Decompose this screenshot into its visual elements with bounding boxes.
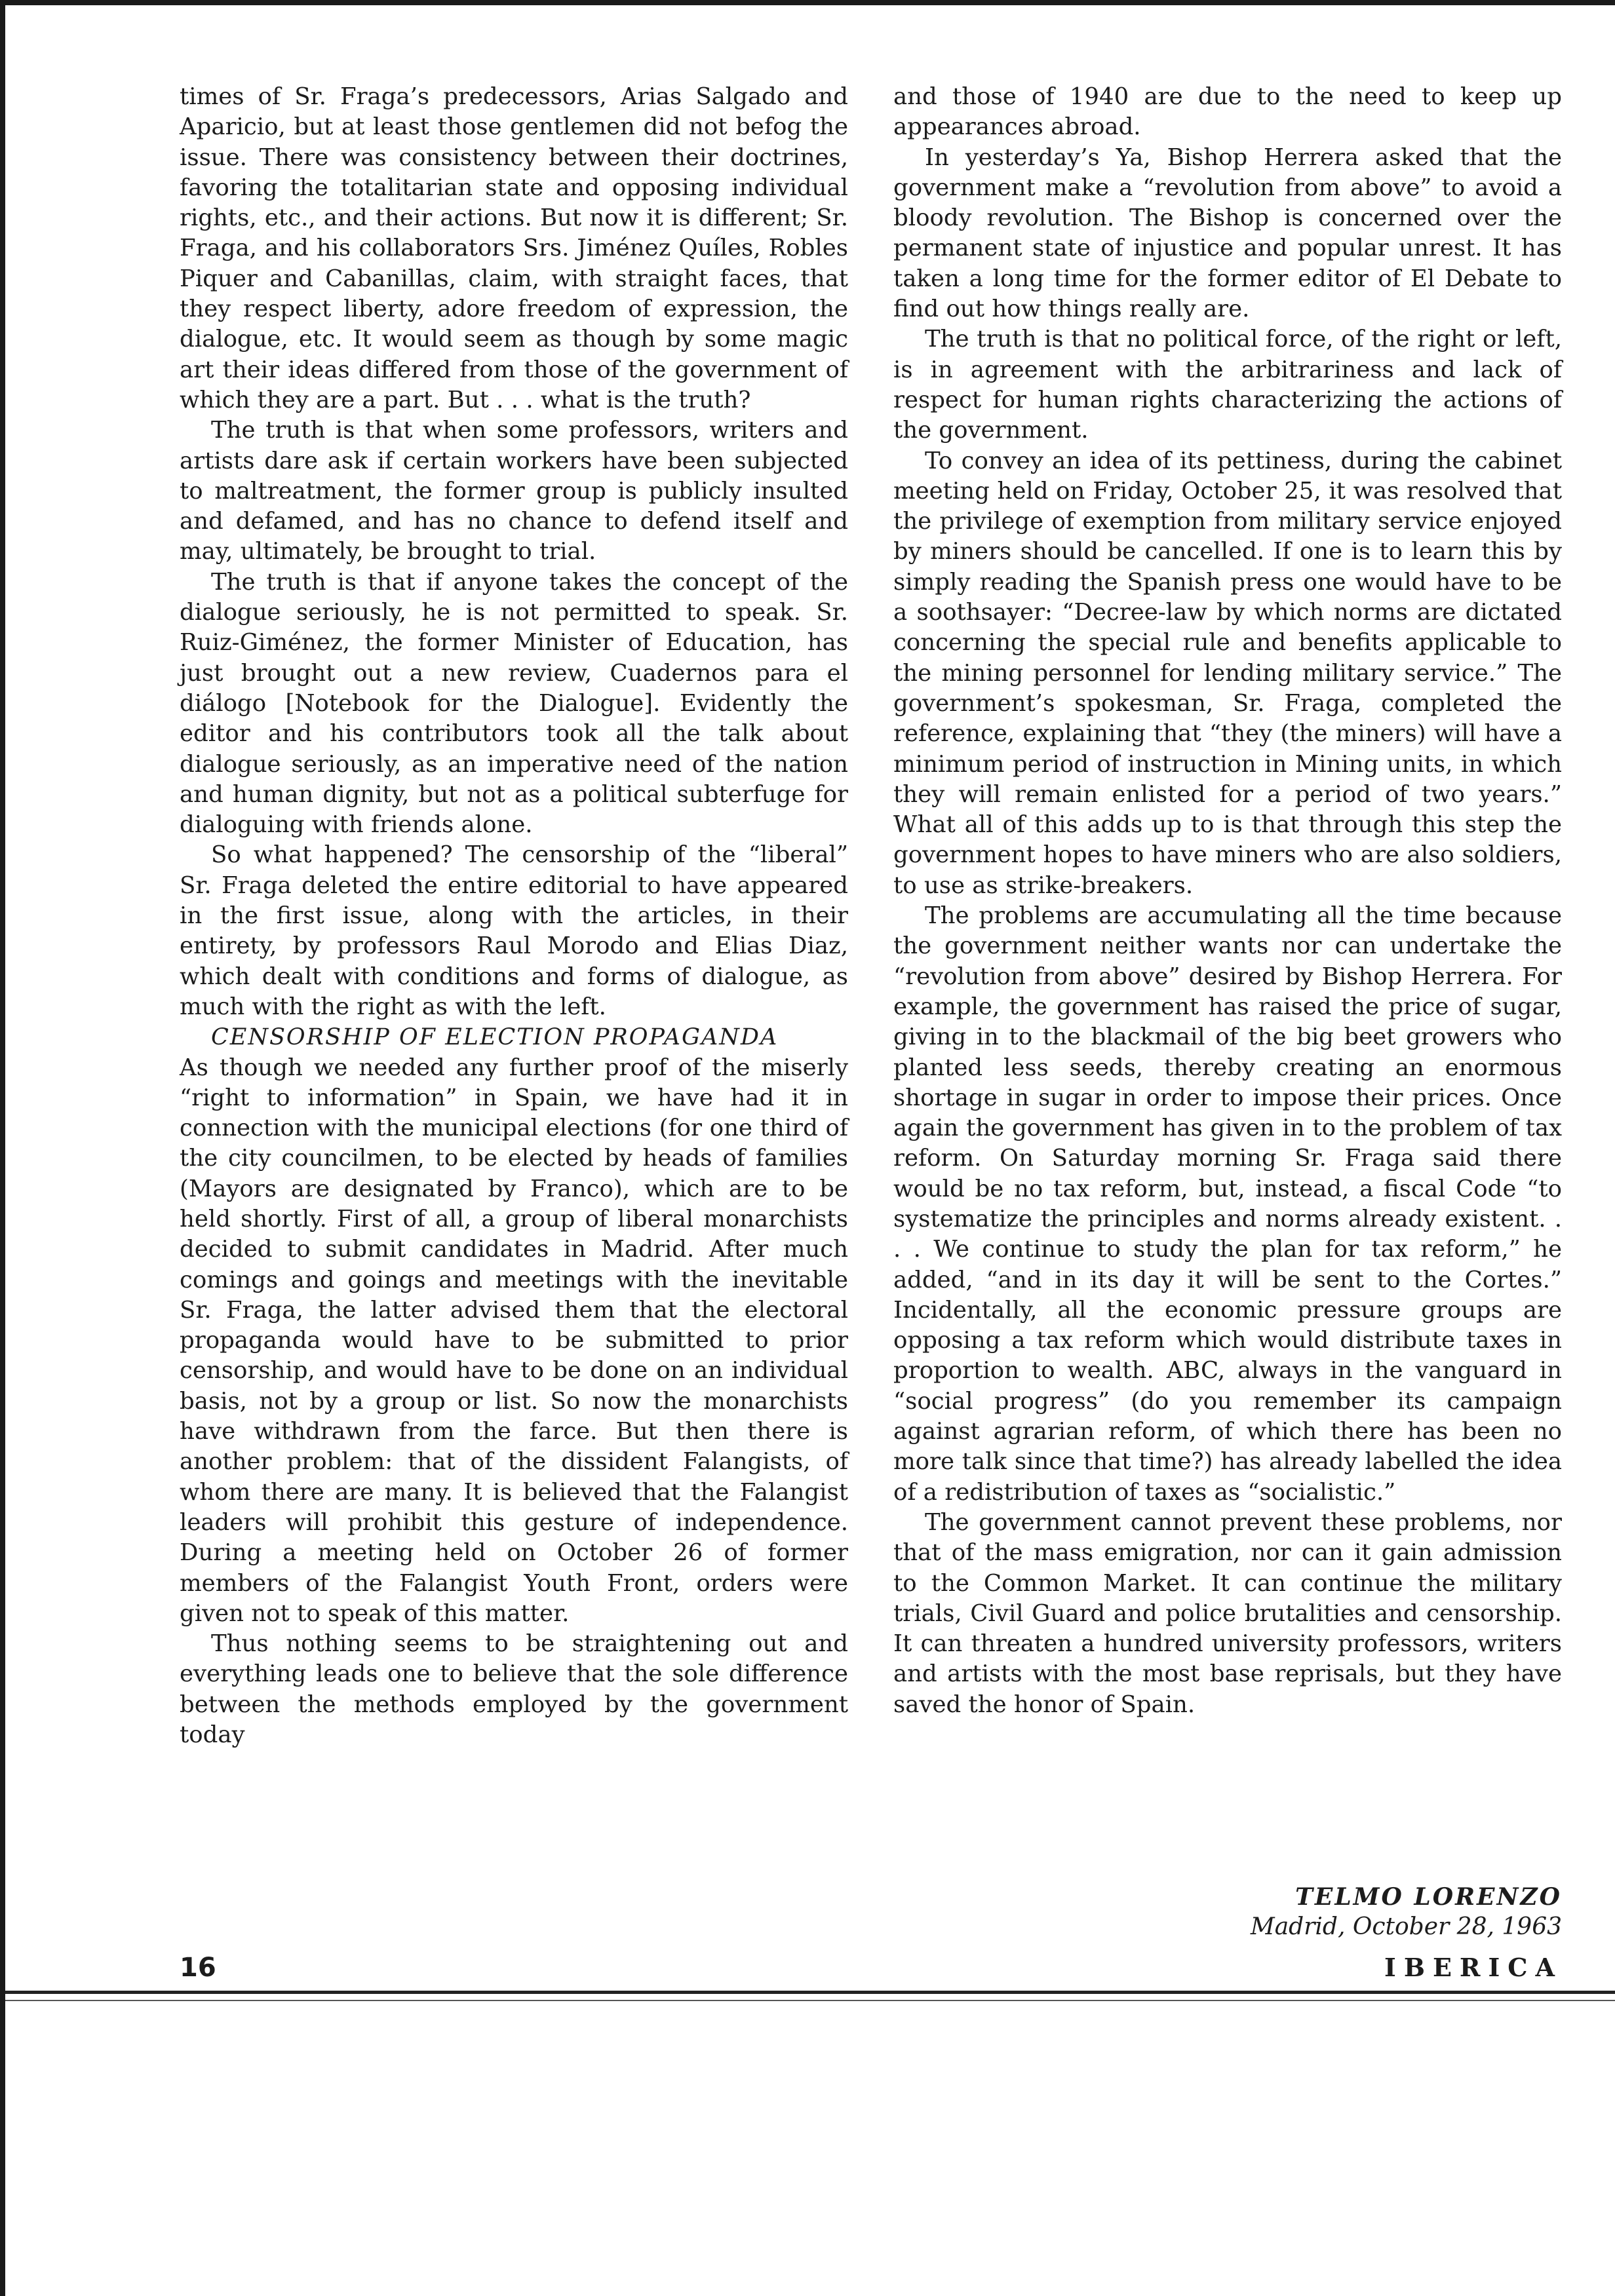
footer-rule: [5, 1991, 1615, 1994]
place-date: Madrid, October 28, 1963: [1250, 1913, 1562, 1940]
signature-block: [893, 1882, 1562, 1942]
magazine-name: IBERICA: [1384, 1953, 1563, 1982]
paragraph: The problems are accumulating all the time because the government neither wants nor can undertake the “revolution from above” desired by Bishop Herrera. For example, the government has raised the price of sugar, giving in to the blackmail of the big beet growers who planted less seeds, thereby creating an enormous shortage in sugar in order to impose their prices. Once again the government has given in to the problem of tax reform. On Saturday morning Sr. Fraga said there would be no tax reform, but, instead, a fiscal Code “to systematize the principles and norms already existent. . . . We continue to study the plan for tax reform,” he added, “and in its day it will be sent to the Cortes.” Incidentally, all the economic pressure groups are opposing a tax reform which would distribute taxes in proportion to wealth. ABC, always in the vanguard in “social progress” (do you remember its campaign against agrarian reform, of which there has been no more talk since that time?) has already labelled the idea of a redistribution of taxes as “socialistic.”: [893, 902, 1562, 1506]
paragraph: To convey an idea of its pettiness, during the cabinet meeting held on Friday, October 25, it was resolved that the privilege of exemption from military service enjoyed by miners should be cancelled. If one is to learn this by simply reading the Spanish press one would have to be a soothsayer: “Decree-law by which norms are dictated concerning the special rule and benefits applicable to the mining personnel for lending military service.” The government’s spokesman, Sr. Fraga, completed the reference, explaining that “they (the miners) will have a minimum period of instruction in Mining units, in which they will remain enlisted for a period of two years.” What all of this adds up to is that through this step the government hopes to have miners who are also soldiers, to use as strike-breakers.: [893, 447, 1562, 899]
right-column: [893, 82, 1562, 1720]
paragraph: and those of 1940 are due to the need to keep up appearances abroad.: [893, 83, 1562, 141]
author-name: TELMO LORENZO: [1295, 1883, 1562, 1911]
page-number: 16: [180, 1953, 216, 1983]
paragraph: As though we needed any further proof of the miserly “right to information” in Spain, we have had it in connection with the municipal elections (for one third of the city councilmen, to be elected by heads of families (Mayors are designated by Franco), which are to be held shortly. First of all, a group of liberal monarchists decided to submit candidates in Madrid. After much comings and goings and meetings with the inevitable Sr. Fraga, the latter advised them that the electoral propaganda would have to be submitted to prior censorship, and would have to be done on an individual basis, not by a group or list. So now the monarchists have withdrawn from the farce. But then there is another problem: that of the dissident Falangists, of whom there are many. It is believed that the Falangist leaders will prohibit this gesture of independence. During a meeting held on October 26 of former members of the Falangist Youth Front, orders were given not to speak of this matter.: [180, 1054, 848, 1627]
paragraph: The government cannot prevent these problems, nor that of the mass emigration, nor can it gain admission to the Common Market. It can continue the military trials, Civil Guard and police brutalities and censorship. It can threaten a hundred university professors, writers and artists with the most base reprisals, but they have saved the honor of Spain.: [893, 1508, 1562, 1718]
footer-rule-thin: [5, 2000, 1615, 2001]
paragraph: times of Sr. Fraga’s predecessors, Arias Salgado and Aparicio, but at least those gentlemen did not befog the issue. There was consistency between their doctrines, favoring the totalitarian state and opposing individual rights, etc., and their actions. But now it is different; Sr. Fraga, and his collaborators Srs. Jiménez Quíles, Robles Piquer and Cabanillas, claim, with straight faces, that they respect liberty, adore freedom of expression, the dialogue, etc. It would seem as though by some magic art their ideas differed from those of the government of which they are a part. But . . . what is the truth?: [180, 83, 848, 413]
page-border-left: [0, 0, 5, 2296]
paragraph: In yesterday’s Ya, Bishop Herrera asked that the government make a “revolution from above” to avoid a bloody revolution. The Bishop is concerned over the permanent state of injustice and popular unrest. It has taken a long time for the former editor of El Debate to find out how things really are.: [893, 144, 1562, 323]
page-border-top: [0, 0, 1615, 5]
left-column: [180, 82, 848, 1750]
paragraph: So what happened? The censorship of the “liberal” Sr. Fraga deleted the entire editorial to have appeared in the first issue, along with the articles, in their entirety, by professors Raul Morodo and Elias Diaz, which dealt with conditions and forms of dialogue, as much with the right as with the left.: [180, 841, 848, 1020]
paragraph: The truth is that no political force, of the right or left, is in agreement with the arbitrariness and lack of respect for human rights characterizing the actions of the government.: [893, 326, 1562, 444]
paragraph: Thus nothing seems to be straightening out and everything leads one to believe that the sole difference between the methods employed by the government today: [180, 1630, 848, 1749]
paragraph: The truth is that when some professors, writers and artists dare ask if certain workers have been subjected to maltreatment, the former group is publicly insulted and defamed, and has no chance to defend itself and may, ultimately, be brought to trial.: [180, 417, 848, 565]
section-heading: CENSORSHIP OF ELECTION PROPAGANDA: [211, 1024, 779, 1051]
paragraph: The truth is that if anyone takes the concept of the dialogue seriously, he is not permitted to speak. Sr. Ruiz-Giménez, the former Minister of Education, has just brought out a new review, Cuadernos para el diálogo [Notebook for the Dialogue]. Evidently the editor and his contributors took all the talk about dialogue seriously, as an imperative need of the nation and human dignity, but not as a political subterfuge for dialoguing with friends alone.: [180, 568, 848, 839]
